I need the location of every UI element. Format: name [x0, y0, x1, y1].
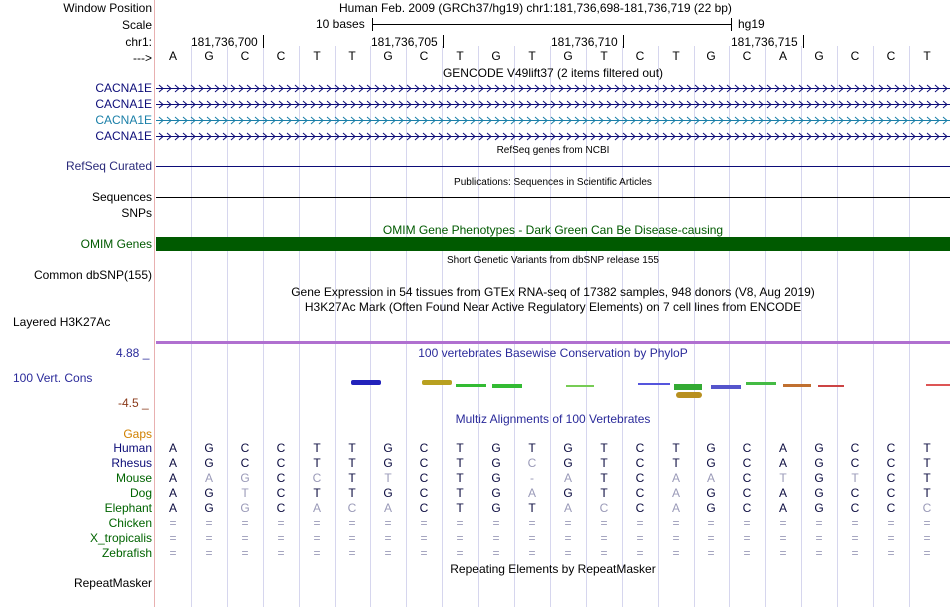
dbsnp-track-title[interactable]: Short Genetic Variants from dbSNP release 155	[447, 255, 659, 266]
alignment-base: A	[204, 471, 213, 485]
alignment-base: A	[168, 456, 177, 470]
refseq-gene-line[interactable]	[156, 166, 950, 167]
phylop-label[interactable]: 100 Vert. Cons	[13, 371, 93, 385]
publications-track-title[interactable]: Publications: Sequences in Scientific Articles	[454, 177, 652, 188]
alignment-base: =	[528, 546, 536, 560]
alignment-base: C	[240, 441, 250, 455]
alignment-base: =	[205, 531, 213, 545]
alignment-base: C	[312, 471, 322, 485]
alignment-base: T	[923, 456, 931, 470]
alignment-base: G	[491, 471, 501, 485]
alignment-base: T	[456, 456, 464, 470]
gtex-track-title[interactable]: Gene Expression in 54 tissues from GTEx RNA-seq of 17382 samples, 948 donors (V8, Aug 2019)	[291, 285, 815, 299]
alignment-base: T	[851, 471, 859, 485]
alignment-base: =	[420, 516, 428, 530]
gencode-gene-label[interactable]: CACNA1E	[95, 113, 152, 127]
sequence-base: T	[923, 49, 931, 63]
window-position-text: Human Feb. 2009 (GRCh37/hg19) chr1:181,736,698-181,736,719 (22 bp)	[339, 1, 732, 15]
alignment-base: =	[672, 516, 680, 530]
alignment-base: =	[707, 546, 715, 560]
alignment-base: =	[923, 516, 931, 530]
sequence-base: G	[706, 49, 716, 63]
alignment-base: =	[815, 516, 823, 530]
alignment-base: A	[168, 471, 177, 485]
sequence-base: T	[456, 49, 464, 63]
alignment-base: =	[313, 531, 321, 545]
alignment-base: C	[276, 441, 286, 455]
phylop-mark	[422, 380, 452, 385]
alignment-base: C	[635, 501, 645, 515]
sequence-base: T	[313, 49, 321, 63]
alignment-base: T	[348, 456, 356, 470]
alignment-base: T	[241, 486, 249, 500]
species-label[interactable]: Elephant	[104, 501, 152, 515]
coord-label: 181,736,705	[371, 35, 438, 49]
alignment-base: =	[205, 516, 213, 530]
alignment-base: =	[887, 546, 895, 560]
alignment-base: =	[456, 546, 464, 560]
alignment-base: T	[456, 471, 464, 485]
phylop-mark	[351, 380, 381, 385]
alignment-base: =	[169, 516, 177, 530]
phylop-mark	[783, 384, 811, 387]
alignment-base: =	[492, 531, 500, 545]
alignment-base: C	[850, 456, 860, 470]
scale-bar-right-tick	[731, 18, 732, 31]
alignment-base: A	[671, 486, 680, 500]
sequence-base: A	[778, 49, 787, 63]
alignment-base: G	[706, 501, 716, 515]
strand-label: --->	[133, 51, 152, 65]
alignment-base: A	[563, 501, 572, 515]
alignment-base: =	[241, 546, 249, 560]
alignment-base: G	[706, 486, 716, 500]
alignment-base: =	[743, 546, 751, 560]
alignment-base: =	[384, 516, 392, 530]
alignment-base: C	[886, 456, 896, 470]
alignment-base: C	[419, 471, 429, 485]
repeatmasker-track-title[interactable]: Repeating Elements by RepeatMasker	[450, 562, 656, 576]
gencode-gene-line[interactable]	[156, 132, 950, 141]
sequence-base: C	[240, 49, 250, 63]
alignment-base: =	[564, 531, 572, 545]
alignment-base: =	[241, 531, 249, 545]
alignment-base: T	[456, 441, 464, 455]
h3k27ac-signal[interactable]	[156, 341, 950, 344]
scale-bar-left-tick	[372, 18, 373, 31]
refseq-track-title[interactable]: RefSeq genes from NCBI	[496, 145, 610, 156]
gencode-gene-line[interactable]	[156, 84, 950, 93]
alignment-base: G	[240, 501, 250, 515]
alignment-base: T	[600, 456, 608, 470]
alignment-base: =	[743, 531, 751, 545]
phylop-mark	[926, 384, 950, 386]
alignment-base: G	[240, 471, 250, 485]
alignment-base: =	[277, 516, 285, 530]
sequence-base: T	[528, 49, 536, 63]
alignment-base: C	[886, 441, 896, 455]
phylop-mark	[456, 384, 486, 387]
alignment-base: G	[563, 441, 573, 455]
coord-tick	[443, 35, 444, 48]
alignment-base: T	[600, 486, 608, 500]
alignment-base: C	[635, 471, 645, 485]
alignment-base: T	[348, 471, 356, 485]
alignment-base: T	[600, 471, 608, 485]
phylop-mark	[492, 384, 522, 388]
gencode-gene-line[interactable]	[156, 100, 950, 109]
alignment-base: =	[743, 516, 751, 530]
alignment-base: T	[672, 441, 680, 455]
alignment-base: C	[240, 456, 250, 470]
coord-label: 181,736,700	[191, 35, 258, 49]
publications-label[interactable]: Sequences	[91, 190, 152, 204]
alignment-base: C	[527, 456, 537, 470]
scale-label: Scale	[121, 18, 152, 32]
alignment-base: T	[672, 456, 680, 470]
sequence-base: C	[742, 49, 752, 63]
alignment-base: T	[528, 441, 536, 455]
multiz-track-title[interactable]: Multiz Alignments of 100 Vertebrates	[455, 412, 651, 426]
alignment-base: G	[814, 441, 824, 455]
alignment-base: A	[671, 471, 680, 485]
alignment-base: =	[600, 546, 608, 560]
alignment-base: A	[168, 501, 177, 515]
alignment-base: =	[564, 516, 572, 530]
alignment-base: C	[922, 501, 932, 515]
alignment-base: T	[313, 441, 321, 455]
chr-label: chr1:	[125, 35, 152, 49]
alignment-base: C	[850, 441, 860, 455]
phylop-mark	[711, 385, 741, 389]
alignment-base: C	[276, 471, 286, 485]
alignment-base: =	[456, 516, 464, 530]
sequence-base: T	[600, 49, 608, 63]
coord-tick	[803, 35, 804, 48]
alignment-base: G	[814, 501, 824, 515]
alignment-base: T	[779, 471, 787, 485]
alignment-base: A	[563, 471, 572, 485]
gaps-label[interactable]: Gaps	[123, 427, 152, 441]
alignment-base: G	[814, 486, 824, 500]
alignment-base: T	[923, 471, 931, 485]
alignment-base: =	[672, 531, 680, 545]
alignment-base: G	[706, 456, 716, 470]
alignment-base: =	[707, 516, 715, 530]
alignment-base: T	[313, 486, 321, 500]
alignment-base: T	[313, 456, 321, 470]
coord-label: 181,736,715	[731, 35, 798, 49]
alignment-base: =	[636, 546, 644, 560]
alignment-base: =	[815, 531, 823, 545]
dbsnp-label[interactable]: Common dbSNP(155)	[33, 268, 152, 282]
alignment-base: C	[886, 471, 896, 485]
alignment-base: G	[204, 486, 214, 500]
alignment-base: =	[600, 516, 608, 530]
alignment-base: C	[886, 501, 896, 515]
species-label[interactable]: Chicken	[108, 516, 152, 530]
alignment-base: =	[348, 516, 356, 530]
alignment-base: C	[276, 456, 286, 470]
sequence-base: C	[419, 49, 429, 63]
alignment-base: A	[778, 501, 787, 515]
gencode-track-title[interactable]: GENCODE V49lift37 (2 items filtered out)	[442, 66, 664, 80]
alignment-base: T	[923, 486, 931, 500]
phylop-mark	[566, 385, 594, 387]
phylop-mark	[638, 383, 670, 385]
alignment-base: =	[277, 531, 285, 545]
alignment-base: =	[169, 546, 177, 560]
alignment-base: G	[706, 441, 716, 455]
alignment-base: C	[419, 456, 429, 470]
alignment-base: C	[635, 456, 645, 470]
snps-label[interactable]: SNPs	[121, 206, 152, 220]
alignment-base: T	[384, 471, 392, 485]
refseq-label[interactable]: RefSeq Curated	[65, 159, 152, 173]
alignment-base: =	[169, 531, 177, 545]
alignment-base: =	[348, 531, 356, 545]
alignment-base: C	[419, 501, 429, 515]
phylop-mark	[674, 384, 702, 390]
alignment-base: =	[420, 546, 428, 560]
coord-label: 181,736,710	[551, 35, 618, 49]
phylop-mark	[746, 382, 776, 385]
alignment-base: A	[527, 486, 536, 500]
omim-label[interactable]: OMIM Genes	[80, 237, 152, 251]
alignment-base: =	[851, 546, 859, 560]
sequence-base: A	[168, 49, 177, 63]
alignment-base: =	[456, 531, 464, 545]
alignment-base: G	[383, 441, 393, 455]
alignment-base: C	[742, 456, 752, 470]
species-label[interactable]: Human	[113, 441, 152, 455]
alignment-base: =	[492, 516, 500, 530]
alignment-base: G	[491, 486, 501, 500]
alignment-base: C	[742, 501, 752, 515]
phylop-mark	[676, 392, 702, 398]
alignment-base: T	[528, 501, 536, 515]
alignment-base: =	[205, 546, 213, 560]
alignment-base: =	[779, 546, 787, 560]
alignment-base: =	[887, 531, 895, 545]
alignment-base: C	[742, 441, 752, 455]
alignment-base: A	[778, 486, 787, 500]
alignment-base: =	[779, 516, 787, 530]
scale-left-label: 10 bases	[316, 17, 365, 31]
alignment-base: G	[491, 501, 501, 515]
alignment-base: =	[636, 531, 644, 545]
alignment-base: G	[383, 486, 393, 500]
alignment-base: A	[168, 486, 177, 500]
phylop-min-label: -4.5 _	[118, 396, 149, 410]
alignment-base: A	[671, 501, 680, 515]
phylop-max-label: 4.88 _	[116, 346, 150, 360]
sequence-base: G	[491, 49, 501, 63]
coord-tick	[623, 35, 624, 48]
alignment-base: =	[384, 546, 392, 560]
species-label[interactable]: Mouse	[115, 471, 152, 485]
alignment-base: =	[420, 531, 428, 545]
alignment-base: G	[491, 441, 501, 455]
alignment-base: =	[851, 516, 859, 530]
alignment-base: =	[528, 531, 536, 545]
alignment-base: C	[276, 486, 286, 500]
omim-track-title[interactable]: OMIM Gene Phenotypes - Dark Green Can Be Disease-causing	[382, 223, 724, 237]
alignment-base: =	[707, 531, 715, 545]
alignment-base: =	[923, 546, 931, 560]
alignment-base: G	[563, 486, 573, 500]
alignment-base: G	[814, 456, 824, 470]
alignment-base: -	[530, 471, 534, 485]
alignment-base: =	[241, 516, 249, 530]
alignment-base: =	[313, 546, 321, 560]
sequence-base: G	[563, 49, 573, 63]
alignment-base: =	[636, 516, 644, 530]
alignment-base: =	[277, 546, 285, 560]
alignment-base: =	[528, 516, 536, 530]
species-label[interactable]: Zebrafish	[101, 546, 152, 560]
scale-bar	[372, 24, 732, 25]
alignment-base: =	[492, 546, 500, 560]
sequence-base: T	[672, 49, 680, 63]
alignment-base: =	[815, 546, 823, 560]
alignment-base: =	[923, 531, 931, 545]
phylop-track-title[interactable]: 100 vertebrates Basewise Conservation by PhyloP	[418, 346, 688, 360]
alignment-base: =	[384, 531, 392, 545]
alignment-base: A	[778, 441, 787, 455]
alignment-base: G	[204, 441, 214, 455]
alignment-base: T	[923, 441, 931, 455]
alignment-base: G	[563, 456, 573, 470]
alignment-base: T	[348, 486, 356, 500]
sequence-base: G	[204, 49, 214, 63]
alignment-base: T	[456, 501, 464, 515]
alignment-base: G	[383, 456, 393, 470]
publications-line[interactable]	[156, 197, 950, 198]
gencode-gene-label[interactable]: CACNA1E	[95, 81, 152, 95]
sequence-base: C	[850, 49, 860, 63]
alignment-base: A	[312, 501, 321, 515]
alignment-base: G	[491, 456, 501, 470]
alignment-base: =	[600, 531, 608, 545]
sequence-base: G	[383, 49, 393, 63]
alignment-base: C	[599, 501, 609, 515]
window-position-label: Window Position	[63, 1, 152, 15]
alignment-base: T	[456, 486, 464, 500]
alignment-base: =	[348, 546, 356, 560]
gencode-gene-label[interactable]: CACNA1E	[95, 129, 152, 143]
alignment-base: C	[850, 486, 860, 500]
alignment-base: C	[635, 441, 645, 455]
scale-right-label: hg19	[738, 17, 765, 31]
alignment-base: C	[886, 486, 896, 500]
repeatmasker-label[interactable]: RepeatMasker	[73, 576, 152, 590]
sequence-base: G	[814, 49, 824, 63]
alignment-base: A	[168, 441, 177, 455]
alignment-base: =	[779, 531, 787, 545]
alignment-base: G	[814, 471, 824, 485]
alignment-base: C	[347, 501, 357, 515]
alignment-base: C	[419, 441, 429, 455]
h3k27ac-track-title[interactable]: H3K27Ac Mark (Often Found Near Active Regulatory Elements) on 7 cell lines from ENCODE	[304, 300, 802, 314]
alignment-base: =	[672, 546, 680, 560]
sequence-base: T	[348, 49, 356, 63]
alignment-base: =	[851, 531, 859, 545]
alignment-base: C	[742, 486, 752, 500]
alignment-base: T	[600, 441, 608, 455]
alignment-base: C	[742, 471, 752, 485]
alignment-base: A	[383, 501, 392, 515]
h3k27ac-label[interactable]: Layered H3K27Ac	[13, 315, 111, 329]
alignment-base: G	[204, 501, 214, 515]
species-label[interactable]: Dog	[129, 486, 152, 500]
alignment-base: A	[706, 471, 715, 485]
alignment-base: C	[276, 501, 286, 515]
sequence-base: C	[635, 49, 645, 63]
alignment-base: C	[419, 486, 429, 500]
coord-tick	[263, 35, 264, 48]
alignment-base: A	[778, 456, 787, 470]
gencode-gene-label[interactable]: CACNA1E	[95, 97, 152, 111]
species-label[interactable]: X_tropicalis	[89, 531, 152, 545]
alignment-base: G	[204, 456, 214, 470]
sequence-base: C	[886, 49, 896, 63]
gencode-gene-line[interactable]	[156, 116, 950, 125]
alignment-base: =	[313, 516, 321, 530]
alignment-base: C	[850, 501, 860, 515]
alignment-base: =	[887, 516, 895, 530]
omim-gene-bar[interactable]	[156, 237, 950, 251]
species-label[interactable]: Rhesus	[111, 456, 152, 470]
alignment-base: =	[564, 546, 572, 560]
phylop-logo	[156, 372, 950, 404]
sequence-base: C	[276, 49, 286, 63]
phylop-mark	[818, 385, 844, 387]
alignment-base: T	[348, 441, 356, 455]
alignment-base: C	[635, 486, 645, 500]
